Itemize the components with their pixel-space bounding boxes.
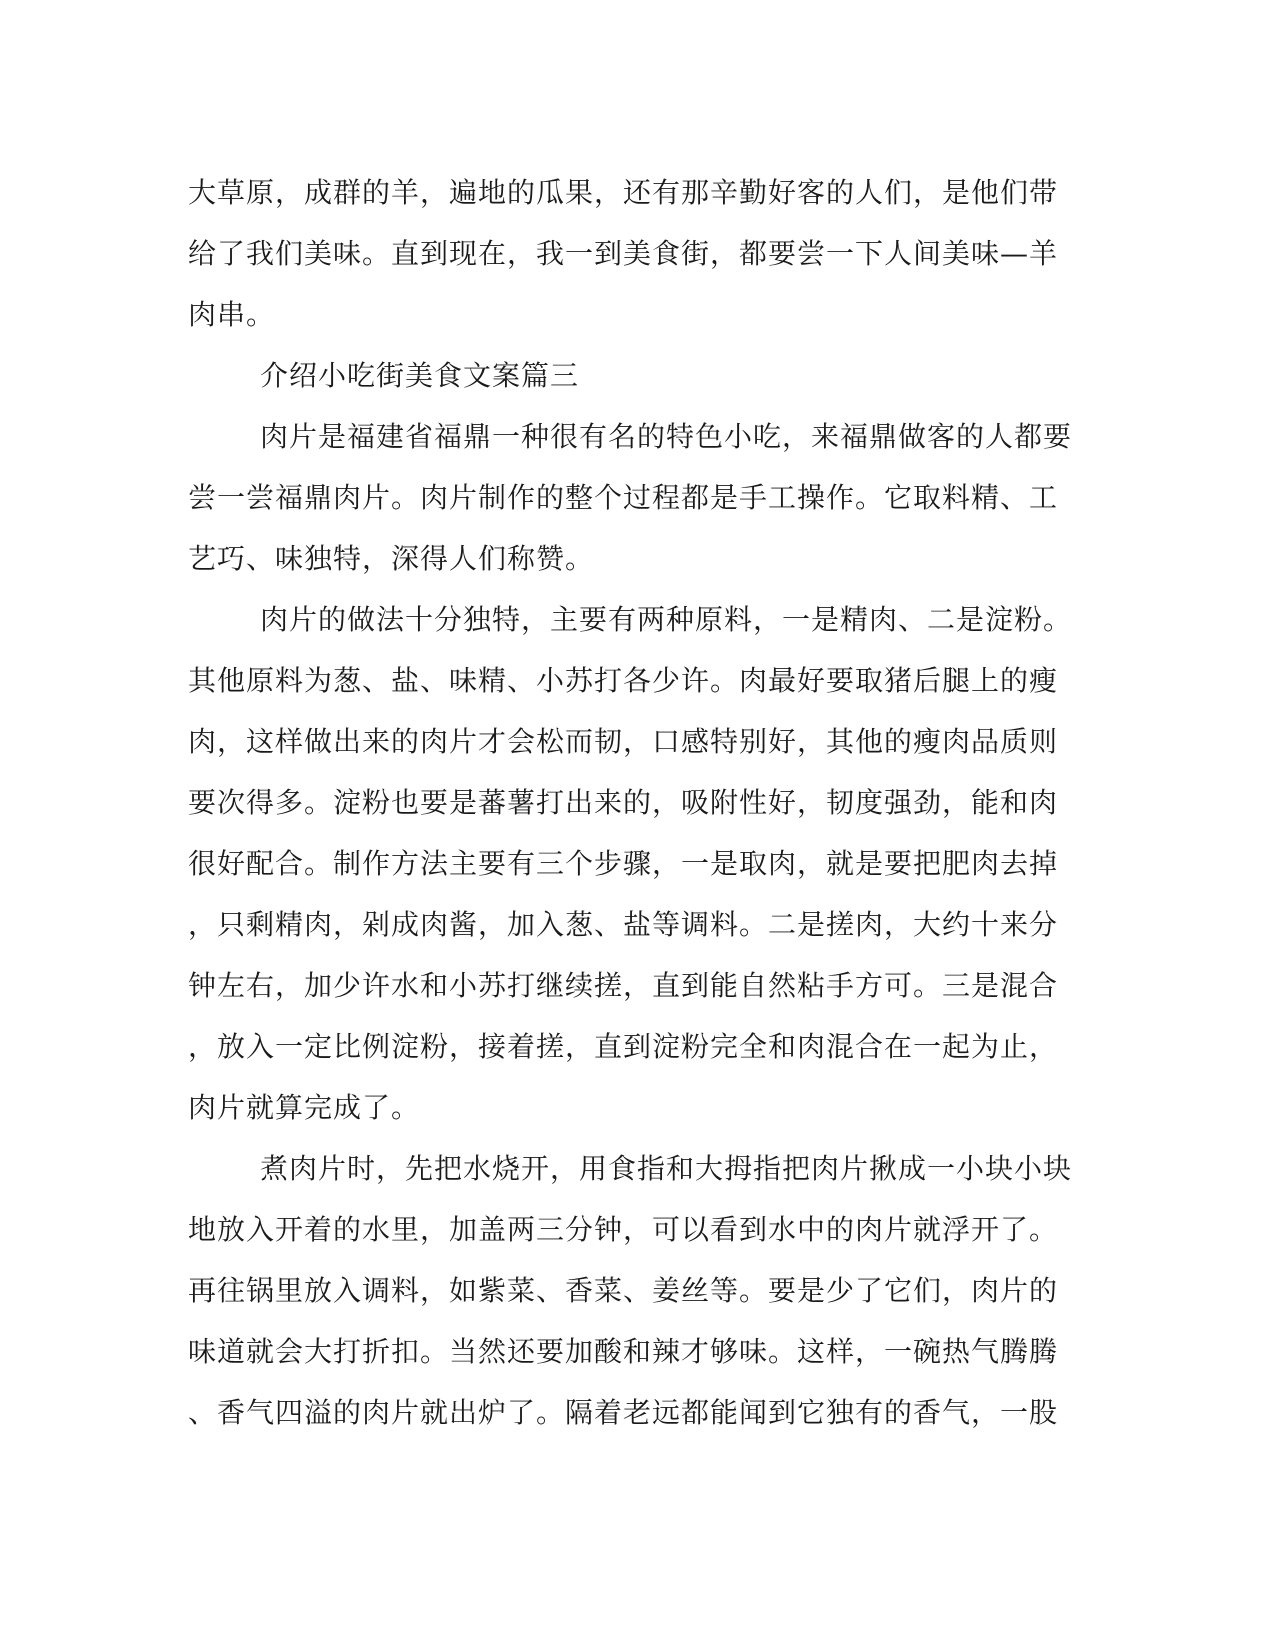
- text-line: 其他原料为葱、盐、味精、小苏打各少许。肉最好要取猪后腿上的瘦: [188, 664, 1059, 697]
- text-line: 肉片是福建省福鼎一种很有名的特色小吃，来福鼎做客的人都要: [260, 420, 1073, 453]
- text-line: 肉片就算完成了。: [188, 1091, 421, 1124]
- text-line: 很好配合。制作方法主要有三个步骤，一是取肉，就是要把肥肉去掉: [188, 847, 1059, 880]
- text-line: 艺巧、味独特，深得人们称赞。: [188, 542, 595, 575]
- text-line: 再往锅里放入调料，如紫菜、香菜、姜丝等。要是少了它们，肉片的: [188, 1274, 1059, 1307]
- text-line: 大草原，成群的羊，遍地的瓜果，还有那辛勤好客的人们，是他们带: [188, 176, 1059, 209]
- text-line: 钟左右，加少许水和小苏打继续搓，直到能自然粘手方可。三是混合: [188, 969, 1059, 1002]
- text-line: 肉串。: [188, 298, 276, 331]
- text-line: ，放入一定比例淀粉，接着搓，直到淀粉完全和肉混合在一起为止，: [188, 1030, 1059, 1063]
- text-line: 地放入开着的水里，加盖两三分钟，可以看到水中的肉片就浮开了。: [188, 1213, 1059, 1246]
- text-line: 肉，这样做出来的肉片才会松而韧，口感特别好，其他的瘦肉品质则: [188, 725, 1059, 758]
- text-line: 味道就会大打折扣。当然还要加酸和辣才够味。这样，一碗热气腾腾: [188, 1335, 1059, 1368]
- section-heading: 介绍小吃街美食文案篇三: [260, 359, 580, 392]
- body-text: [188, 162, 1073, 1443]
- text-line: 煮肉片时，先把水烧开，用食指和大拇指把肉片揪成一小块小块: [260, 1152, 1073, 1185]
- text-line: 要次得多。淀粉也要是蕃薯打出来的，吸附性好，韧度强劲，能和肉: [188, 786, 1059, 819]
- text-line: ，只剩精肉，剁成肉酱，加入葱、盐等调料。二是搓肉，大约十来分: [188, 908, 1059, 941]
- text-line: 给了我们美味。直到现在，我一到美食街，都要尝一下人间美味—羊: [188, 237, 1059, 270]
- text-line: 尝一尝福鼎肉片。肉片制作的整个过程都是手工操作。它取料精、工: [188, 481, 1059, 514]
- text-line: 、香气四溢的肉片就出炉了。隔着老远都能闻到它独有的香气，一股: [188, 1396, 1059, 1429]
- text-line: 肉片的做法十分独特，主要有两种原料，一是精肉、二是淀粉。: [260, 603, 1073, 636]
